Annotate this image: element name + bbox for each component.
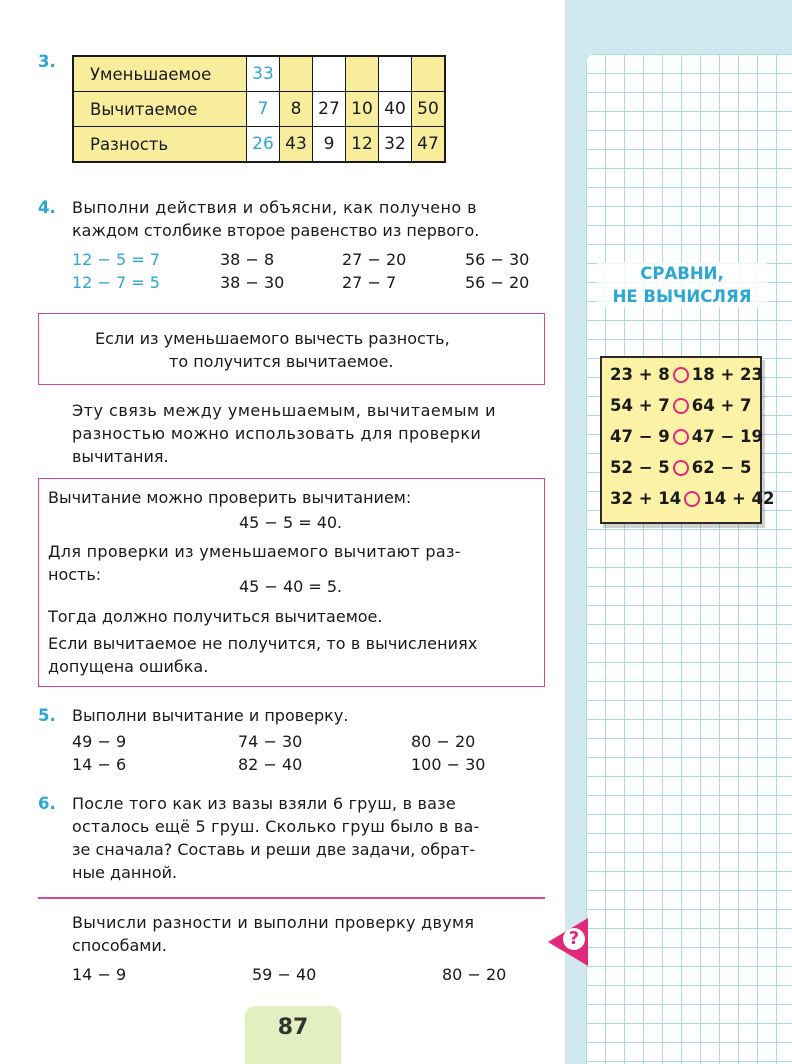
para1-line1: Эту связь между уменьшаемым, вычитаемым и — [72, 401, 497, 420]
task4-expression: 56 − 20 — [465, 273, 530, 292]
rule2-line2: Для проверки из уменьшаемого вычитают раз- — [48, 542, 461, 561]
task5-expression: 14 − 6 — [72, 755, 127, 774]
task4-expression: 56 − 30 — [465, 250, 530, 269]
rule1-line2: то получится вычитаемое. — [169, 352, 394, 371]
review-expression: 14 − 9 — [72, 965, 127, 984]
review-line1: Вычисли разности и выполни проверку двумя — [72, 913, 475, 932]
sidebar-title-line1: СРАВНИ, — [640, 264, 724, 283]
row-label: Вычитаемое — [73, 92, 247, 127]
compare-circle-icon[interactable] — [673, 398, 689, 414]
compare-left: 52 − 5 — [610, 458, 670, 477]
task5-expression: 49 − 9 — [72, 732, 127, 751]
task6-line3: зе сначала? Составь и реши две задачи, обрат- — [72, 840, 476, 859]
table-cell: 8 — [280, 92, 313, 127]
review-expression: 80 − 20 — [442, 965, 507, 984]
compare-circle-icon[interactable] — [684, 491, 700, 507]
page-number: 87 — [245, 1006, 341, 1064]
task6-line2: осталось ещё 5 груш. Сколько груш было в ва- — [72, 817, 480, 836]
compare-right: 62 − 5 — [691, 458, 752, 477]
compare-row — [610, 396, 752, 415]
task4-expression: 38 − 8 — [220, 250, 275, 269]
table-cell: 43 — [280, 127, 313, 163]
task6-line4: ные данной. — [72, 863, 178, 882]
task6-line1: После того как из вазы взяли 6 груш, в вазе — [72, 794, 456, 813]
question-mark-icon: ? — [563, 928, 585, 950]
row-label: Уменьшаемое — [73, 56, 247, 92]
compare-left: 54 + 7 — [610, 396, 670, 415]
table-cell: 9 — [313, 127, 346, 163]
rule2-eq2: 45 − 40 = 5. — [239, 577, 343, 596]
compare-row — [610, 365, 763, 384]
task4-text-line2: каждом столбике второе равенство из первого. — [72, 221, 480, 240]
compare-right: 14 + 42 — [703, 489, 775, 508]
task4-text-line1: Выполни действия и объясни, как получено в — [72, 198, 477, 217]
rule-box-1 — [38, 313, 545, 385]
compare-row — [610, 458, 752, 477]
rule2-line1: Вычитание можно проверить вычитанием: — [48, 488, 412, 507]
task5-expression: 82 − 40 — [238, 755, 303, 774]
task-number-3: 3. — [38, 52, 56, 71]
table-row — [73, 92, 445, 127]
table-row — [73, 127, 445, 163]
sidebar-title — [597, 262, 767, 308]
table-cell[interactable] — [379, 56, 412, 92]
compare-circle-icon[interactable] — [673, 367, 689, 383]
para1-line3: вычитания. — [72, 447, 169, 466]
table-cell: 32 — [379, 127, 412, 163]
task5-text: Выполни вычитание и проверку. — [72, 706, 349, 725]
task4-expression: 27 − 7 — [342, 273, 397, 292]
rule-box-2 — [38, 478, 545, 687]
compare-right: 64 + 7 — [691, 396, 752, 415]
table-row — [73, 56, 445, 92]
table-cell: 26 — [247, 127, 280, 163]
table-cell: 50 — [412, 92, 446, 127]
task-number-4: 4. — [38, 198, 56, 217]
rule2-line3: ность: — [48, 565, 102, 584]
compare-circle-icon[interactable] — [673, 429, 689, 445]
task5-expression: 100 − 30 — [411, 755, 486, 774]
task4-example: 12 − 7 = 5 — [72, 273, 160, 292]
grid-paper — [586, 54, 792, 1064]
table-cell: 10 — [346, 92, 379, 127]
table-cell[interactable] — [313, 56, 346, 92]
table-cell: 7 — [247, 92, 280, 127]
task4-example: 12 − 5 = 7 — [72, 250, 160, 269]
compare-row — [610, 427, 763, 446]
sidebar-title-line2: НЕ ВЫЧИСЛЯЯ — [612, 287, 752, 306]
compare-row — [610, 489, 775, 508]
row-label: Разность — [73, 127, 247, 163]
compare-circle-icon[interactable] — [673, 460, 689, 476]
rule2-eq1: 45 − 5 = 40. — [239, 513, 343, 532]
task-number-5: 5. — [38, 706, 56, 725]
review-line2: способами. — [72, 936, 167, 955]
task5-expression: 74 − 30 — [238, 732, 303, 751]
rule2-line6: допущена ошибка. — [48, 657, 209, 676]
table-cell: 47 — [412, 127, 446, 163]
task4-expression: 38 − 30 — [220, 273, 285, 292]
table-cell[interactable] — [280, 56, 313, 92]
compare-left: 47 − 9 — [610, 427, 670, 446]
rule2-line4: Тогда должно получиться вычитаемое. — [48, 607, 383, 626]
compare-left: 23 + 8 — [610, 365, 670, 384]
section-divider — [38, 897, 545, 899]
task5-expression: 80 − 20 — [411, 732, 476, 751]
para1-line2: разностью можно использовать для проверки — [72, 424, 482, 443]
table-cell: 12 — [346, 127, 379, 163]
rule2-line5: Если вычитаемое не получится, то в вычислениях — [48, 634, 478, 653]
review-expression: 59 − 40 — [252, 965, 317, 984]
compare-box — [600, 356, 775, 524]
table-cell[interactable] — [412, 56, 446, 92]
rule1-line1: Если из уменьшаемого вычесть разность, — [95, 329, 450, 348]
compare-right: 18 + 23 — [691, 365, 764, 384]
task4-expression: 27 − 20 — [342, 250, 407, 269]
table-cell: 40 — [379, 92, 412, 127]
table-cell[interactable] — [346, 56, 379, 92]
compare-right: 47 − 19 — [691, 427, 764, 446]
table-cell: 27 — [313, 92, 346, 127]
subtraction-table — [72, 55, 446, 163]
table-cell: 33 — [247, 56, 280, 92]
compare-left: 32 + 14 — [610, 489, 682, 508]
task-number-6: 6. — [38, 794, 56, 813]
